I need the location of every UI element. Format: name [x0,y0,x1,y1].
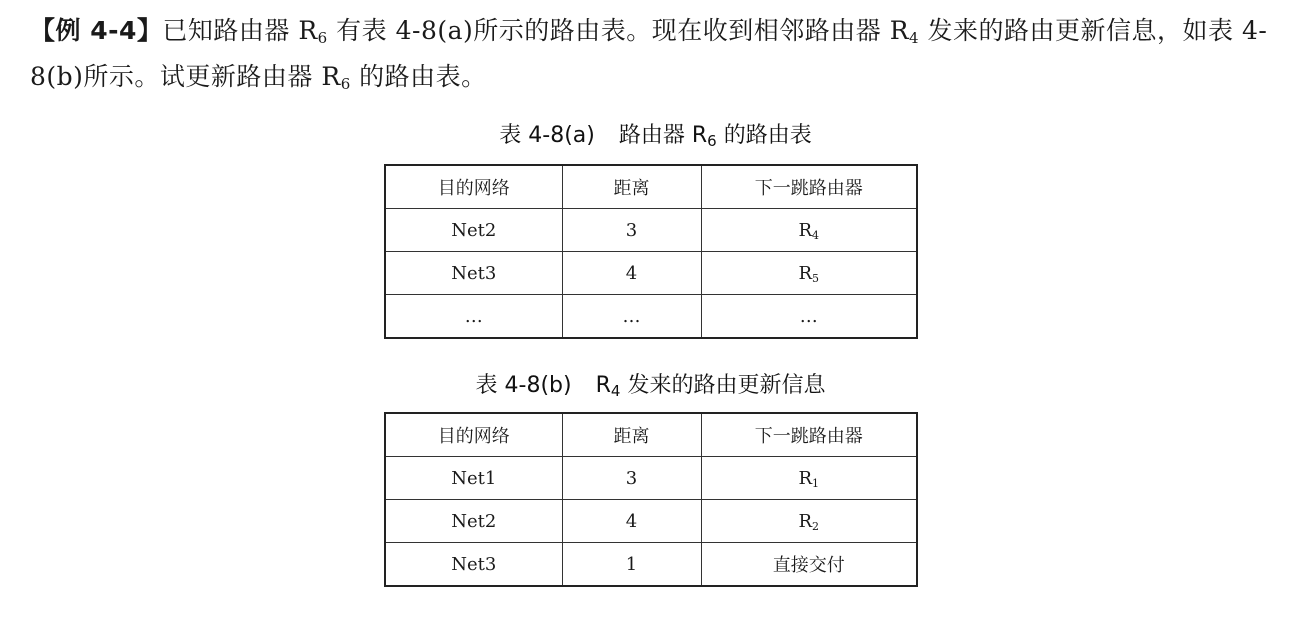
example-tag: 【例 4-4】 [30,16,163,45]
cell-distance: 3 [562,457,701,500]
example-paragraph [30,8,1275,100]
table-row [385,295,917,339]
table-b-caption [5,368,1291,399]
table-header-row [385,165,917,209]
cell-destination: Net3 [385,543,562,587]
cell-next-hop: $R_4$ [701,209,917,252]
paragraph-sub-1: 6 [317,29,328,47]
table-a-caption-text: 路由器 R [618,123,708,148]
cell-distance: … [562,295,701,339]
cell-destination: … [385,295,562,339]
table-a-caption-number: 表 4-8(a) [499,123,595,148]
table-row [385,457,917,500]
paragraph-text-4: 的路由表。 [350,62,487,91]
table-a-caption-sub: 6 [707,132,717,150]
table-b-caption-text: R [595,373,611,398]
cell-distance: 4 [562,500,701,543]
table-b-caption-number: 表 4-8(b) [475,373,572,398]
header-next-hop: 下一跳路由器 [701,165,917,209]
table-row [385,500,917,543]
cell-next-hop: 直接交付 [701,543,917,587]
table-header-row [385,413,917,457]
cell-distance: 4 [562,252,701,295]
paragraph-text-2: 有表 4-8(a)所示的路由表。现在收到相邻路由器 R [327,16,910,45]
table-b-caption-text-post: 发来的路由更新信息 [620,373,826,398]
paragraph-text-1: 已知路由器 R [162,16,318,45]
routing-table-a [384,164,918,339]
paragraph-text-3: 发来的路由更新信息，如表 4-8(b)所示。试更新路由器 R [30,16,1268,91]
header-destination: 目的网络 [385,413,562,457]
cell-next-hop: $R_5$ [701,252,917,295]
cell-next-hop: … [701,295,917,339]
header-destination: 目的网络 [385,165,562,209]
cell-distance: 3 [562,209,701,252]
cell-distance: 1 [562,543,701,587]
paragraph-sub-3: 6 [340,75,351,93]
table-b-caption-sub: 4 [610,382,621,400]
cell-destination: Net3 [385,252,562,295]
cell-destination: Net2 [385,209,562,252]
cell-destination: Net1 [385,457,562,500]
cell-next-hop: $R_1$ [701,457,917,500]
table-row [385,543,917,587]
header-distance: 距离 [562,413,701,457]
table-a-caption [10,118,1291,149]
paragraph-sub-2: 4 [909,29,920,47]
routing-table-b [384,412,918,587]
table-row [385,252,917,295]
table-row [385,209,917,252]
header-next-hop: 下一跳路由器 [701,413,917,457]
header-distance: 距离 [562,165,701,209]
table-a-caption-text-post: 的路由表 [716,123,812,148]
cell-destination: Net2 [385,500,562,543]
cell-next-hop: $R_2$ [701,500,917,543]
